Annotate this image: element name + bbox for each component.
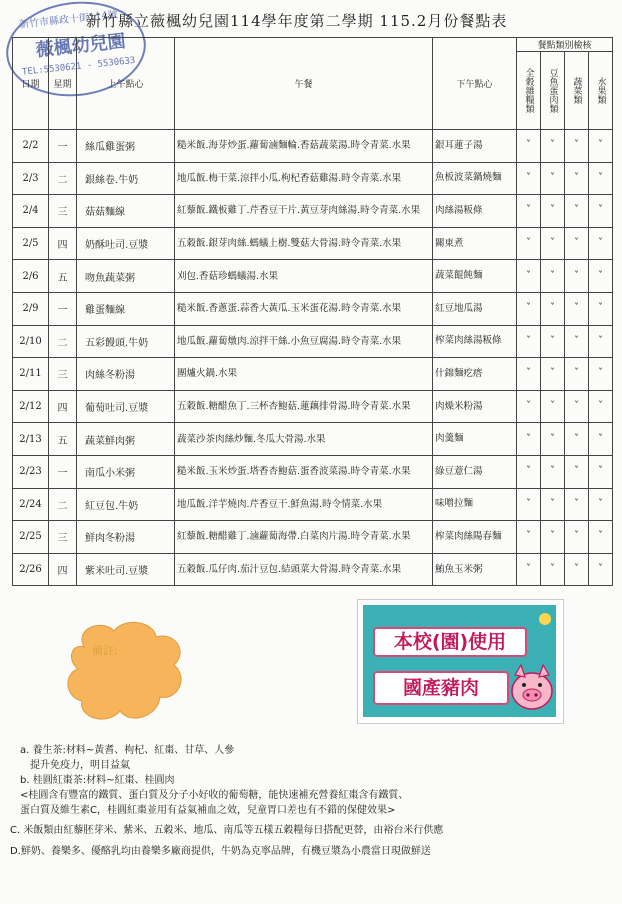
row-morning-snack: 肉絲冬粉湯 — [77, 358, 175, 391]
stamp-address: 新竹市縣政十街114號 — [18, 9, 119, 31]
row-lunch: 紅藜飯.糖醋雞丁.滷蘿蔔海帶.白菜肉片湯.時令青菜.水果 — [175, 521, 433, 554]
header-weekday: 星期 — [49, 38, 77, 130]
row-check-mark: ˇ — [517, 390, 541, 423]
page-title: 新竹縣立薇楓幼兒園114學年度第二學期 115.2月份餐點表 — [86, 12, 508, 30]
row-lunch: 糙米飯.海芽炒蛋.蘿蔔滷麵輪.香菇蔬菜湯.時令青菜.水果 — [175, 130, 433, 163]
row-lunch: 五穀飯.瓜仔肉.茄汁豆包.結頭菜大骨湯.時令青菜.水果 — [175, 553, 433, 586]
row-check-mark: ˇ — [541, 227, 565, 260]
row-morning-snack: 奶酥吐司.豆漿 — [77, 227, 175, 260]
row-weekday: 二 — [49, 325, 77, 358]
row-check-mark: ˇ — [517, 162, 541, 195]
row-morning-snack: 紅豆包.牛奶 — [77, 488, 175, 521]
note-a2: 提升免疫力，明目益氣 — [30, 760, 130, 771]
row-lunch: 五穀飯.糖醋魚丁.三杯杏鮑菇.蓮藕排骨湯.時令青菜.水果 — [175, 390, 433, 423]
row-check-mark: ˇ — [517, 521, 541, 554]
row-lunch: 團爐火鍋.水果 — [175, 358, 433, 391]
row-afternoon-snack: 紅豆地瓜湯 — [433, 292, 517, 325]
row-morning-snack: 葡萄吐司.豆漿 — [77, 390, 175, 423]
pork-sign-line1: 本校(園)使用 — [373, 627, 527, 657]
row-check-mark: ˇ — [589, 553, 613, 586]
row-check-mark: ˇ — [589, 455, 613, 488]
row-lunch: 五穀飯.銀芽肉絲.螞蟻上樹.雙菇大骨湯.時令青菜.水果 — [175, 227, 433, 260]
row-check-mark: ˇ — [565, 292, 589, 325]
note-b3: 蛋白質及維生素C，桂圓紅棗並用有益氣補血之效，兒童胃口差也有不錯的保健效果> — [20, 805, 396, 816]
header-lunch: 午餐 — [175, 38, 433, 130]
row-morning-snack: 蔬菜鮮肉粥 — [77, 423, 175, 456]
row-check-mark: ˇ — [517, 260, 541, 293]
row-check-mark: ˇ — [565, 162, 589, 195]
row-afternoon-snack: 什錦麵疙瘩 — [433, 358, 517, 391]
menu-row — [13, 358, 613, 391]
row-afternoon-snack: 味噌拉麵 — [433, 488, 517, 521]
row-check-mark: ˇ — [565, 553, 589, 586]
row-morning-snack: 五彩饅頭.牛奶 — [77, 325, 175, 358]
row-date: 2/26 — [13, 553, 49, 586]
row-check-mark: ˇ — [517, 455, 541, 488]
row-check-mark: ˇ — [541, 488, 565, 521]
menu-row — [13, 260, 613, 293]
row-check-mark: ˇ — [565, 521, 589, 554]
row-afternoon-snack: 肉羹麵 — [433, 423, 517, 456]
row-lunch: 糙米飯.香蔥蛋.蒜香大黃瓜.玉米蛋花湯.時令青菜.水果 — [175, 292, 433, 325]
header-check-grains: 全穀雜糧類 — [517, 52, 541, 130]
row-check-mark: ˇ — [565, 195, 589, 228]
domestic-pork-sign — [357, 599, 564, 724]
row-check-mark: ˇ — [517, 553, 541, 586]
row-weekday: 四 — [49, 553, 77, 586]
sun-icon — [537, 611, 553, 627]
row-check-mark: ˇ — [565, 390, 589, 423]
row-lunch: 刈包.香菇珍螞蟻湯.水果 — [175, 260, 433, 293]
note-c: C. 米飯類由紅藜胚芽米、紫米、五穀米、地瓜、南瓜等五樣五穀糧每日搭配更替，由裕台米行供應 — [10, 825, 444, 836]
menu-row — [13, 195, 613, 228]
header-date: 日期 — [13, 38, 49, 130]
row-check-mark: ˇ — [589, 521, 613, 554]
row-lunch: 地瓜飯.梅干菜.涼拌小瓜.枸杞香菇雞湯.時令青菜.水果 — [175, 162, 433, 195]
menu-row — [13, 162, 613, 195]
menu-row — [13, 390, 613, 423]
menu-row — [13, 423, 613, 456]
row-lunch: 地瓜飯.洋芋燒肉.芹香豆干.鮮魚湯.時令情菜.水果 — [175, 488, 433, 521]
header-check-fruit: 水果類 — [589, 52, 613, 130]
row-weekday: 一 — [49, 130, 77, 163]
row-date: 2/2 — [13, 130, 49, 163]
row-afternoon-snack: 銀耳蓮子湯 — [433, 130, 517, 163]
notes-cloud — [64, 617, 190, 727]
row-date: 2/25 — [13, 521, 49, 554]
row-check-mark: ˇ — [589, 423, 613, 456]
notes-section — [10, 743, 610, 859]
row-check-mark: ˇ — [565, 423, 589, 456]
row-afternoon-snack: 魚板波菜鍋燒麵 — [433, 162, 517, 195]
row-check-mark: ˇ — [565, 227, 589, 260]
row-lunch: 糙米飯.玉米炒蛋.塔香杏鮑菇.蛋香波菜湯.時令青菜.水果 — [175, 455, 433, 488]
row-afternoon-snack: 關東煮 — [433, 227, 517, 260]
header-afternoon-snack: 下午點心 — [433, 38, 517, 130]
stamp-phone: TEL:5530621 - 5530633 — [21, 55, 136, 78]
row-weekday: 一 — [49, 292, 77, 325]
row-check-mark: ˇ — [589, 390, 613, 423]
row-check-mark: ˇ — [565, 325, 589, 358]
row-check-mark: ˇ — [589, 325, 613, 358]
row-check-mark: ˇ — [541, 162, 565, 195]
row-check-mark: ˇ — [541, 423, 565, 456]
row-check-mark: ˇ — [517, 130, 541, 163]
row-check-mark: ˇ — [541, 195, 565, 228]
row-check-mark: ˇ — [589, 488, 613, 521]
menu-row — [13, 325, 613, 358]
row-check-mark: ˇ — [565, 455, 589, 488]
row-weekday: 一 — [49, 455, 77, 488]
row-check-mark: ˇ — [541, 553, 565, 586]
row-date: 2/10 — [13, 325, 49, 358]
menu-table — [12, 37, 613, 586]
row-check-mark: ˇ — [589, 358, 613, 391]
row-weekday: 四 — [49, 227, 77, 260]
menu-row — [13, 521, 613, 554]
row-check-mark: ˇ — [589, 130, 613, 163]
row-check-mark: ˇ — [541, 260, 565, 293]
note-a1: a. 養生茶:材料~黃耆、枸杞、紅棗、甘草、人參 — [20, 745, 235, 756]
pork-sign-background — [363, 605, 556, 717]
row-afternoon-snack: 鮪魚玉米粥 — [433, 553, 517, 586]
row-check-mark: ˇ — [565, 488, 589, 521]
row-date: 2/11 — [13, 358, 49, 391]
note-b1: b. 桂圓紅棗茶:材料~紅棗、桂圓肉 — [20, 775, 175, 786]
menu-row — [13, 455, 613, 488]
row-check-mark: ˇ — [589, 195, 613, 228]
row-date: 2/3 — [13, 162, 49, 195]
row-check-mark: ˇ — [589, 162, 613, 195]
row-check-mark: ˇ — [517, 227, 541, 260]
menu-row — [13, 130, 613, 163]
row-check-mark: ˇ — [517, 423, 541, 456]
row-morning-snack: 南瓜小米粥 — [77, 455, 175, 488]
row-lunch: 紅藜飯.鐵板雞丁.芹香豆干片.黃豆芽肉絲湯.時令青菜.水果 — [175, 195, 433, 228]
row-afternoon-snack: 蔬菜餛飩麵 — [433, 260, 517, 293]
row-check-mark: ˇ — [541, 358, 565, 391]
row-check-mark: ˇ — [565, 130, 589, 163]
menu-row — [13, 553, 613, 586]
row-morning-snack: 銀絲卷.牛奶 — [77, 162, 175, 195]
row-weekday: 四 — [49, 390, 77, 423]
row-date: 2/23 — [13, 455, 49, 488]
stamp-name: 薇楓幼兒園 — [34, 30, 127, 62]
row-date: 2/12 — [13, 390, 49, 423]
row-check-mark: ˇ — [541, 130, 565, 163]
row-afternoon-snack: 肉燥米粉湯 — [433, 390, 517, 423]
row-check-mark: ˇ — [541, 390, 565, 423]
row-check-mark: ˇ — [517, 325, 541, 358]
row-date: 2/13 — [13, 423, 49, 456]
row-weekday: 五 — [49, 423, 77, 456]
notes-label: 備註: — [92, 644, 118, 657]
row-check-mark: ˇ — [517, 195, 541, 228]
row-check-mark: ˇ — [541, 521, 565, 554]
row-check-mark: ˇ — [517, 488, 541, 521]
row-morning-snack: 菇菇麵線 — [77, 195, 175, 228]
header-check-vegetable: 蔬菜類 — [565, 52, 589, 130]
row-check-mark: ˇ — [565, 358, 589, 391]
row-check-mark: ˇ — [589, 260, 613, 293]
header-check-group: 餐點類別檢核 — [517, 38, 613, 52]
row-weekday: 三 — [49, 195, 77, 228]
row-weekday: 三 — [49, 358, 77, 391]
row-afternoon-snack: 榨菜肉絲湯粄條 — [433, 325, 517, 358]
row-check-mark: ˇ — [541, 325, 565, 358]
row-check-mark: ˇ — [517, 292, 541, 325]
row-morning-snack: 紫米吐司.豆漿 — [77, 553, 175, 586]
row-date: 2/6 — [13, 260, 49, 293]
header-morning-snack: 上午點心 — [77, 38, 175, 130]
pork-sign-line2: 國產豬肉 — [373, 671, 509, 705]
row-afternoon-snack: 榨菜肉絲陽春麵 — [433, 521, 517, 554]
row-check-mark: ˇ — [589, 292, 613, 325]
row-lunch: 地瓜飯.蘿蔔燉肉.涼拌干絲.小魚豆腐湯.時令青菜.水果 — [175, 325, 433, 358]
header-check-protein: 豆魚蛋肉類 — [541, 52, 565, 130]
row-date: 2/4 — [13, 195, 49, 228]
note-b2: <桂圓含有豐富的鐵質、蛋白質及分子小好收的葡萄糖，能快速補充營養紅棗含有鐵質、 — [20, 790, 409, 801]
row-afternoon-snack: 綠豆薏仁湯 — [433, 455, 517, 488]
row-morning-snack: 吻魚蔬菜粥 — [77, 260, 175, 293]
row-date: 2/24 — [13, 488, 49, 521]
row-afternoon-snack: 肉絲湯粄條 — [433, 195, 517, 228]
menu-row — [13, 227, 613, 260]
menu-row — [13, 292, 613, 325]
note-d: D.鮮奶、養樂多、優酪乳均由養樂多廠商提供，牛奶為克寧品牌，有機豆漿為小農當日現做鮮送 — [10, 846, 431, 857]
row-date: 2/9 — [13, 292, 49, 325]
row-weekday: 五 — [49, 260, 77, 293]
menu-row — [13, 488, 613, 521]
row-morning-snack: 絲瓜雞蛋粥 — [77, 130, 175, 163]
row-morning-snack: 雞蛋麵線 — [77, 292, 175, 325]
row-weekday: 二 — [49, 488, 77, 521]
row-check-mark: ˇ — [517, 358, 541, 391]
row-check-mark: ˇ — [541, 292, 565, 325]
row-weekday: 二 — [49, 162, 77, 195]
row-weekday: 三 — [49, 521, 77, 554]
row-lunch: 蔬菜沙茶肉絲炒麵.冬瓜大骨湯.水果 — [175, 423, 433, 456]
pig-icon — [509, 659, 555, 711]
row-date: 2/5 — [13, 227, 49, 260]
row-check-mark: ˇ — [541, 455, 565, 488]
row-check-mark: ˇ — [589, 227, 613, 260]
row-morning-snack: 鮮肉冬粉湯 — [77, 521, 175, 554]
row-check-mark: ˇ — [565, 260, 589, 293]
